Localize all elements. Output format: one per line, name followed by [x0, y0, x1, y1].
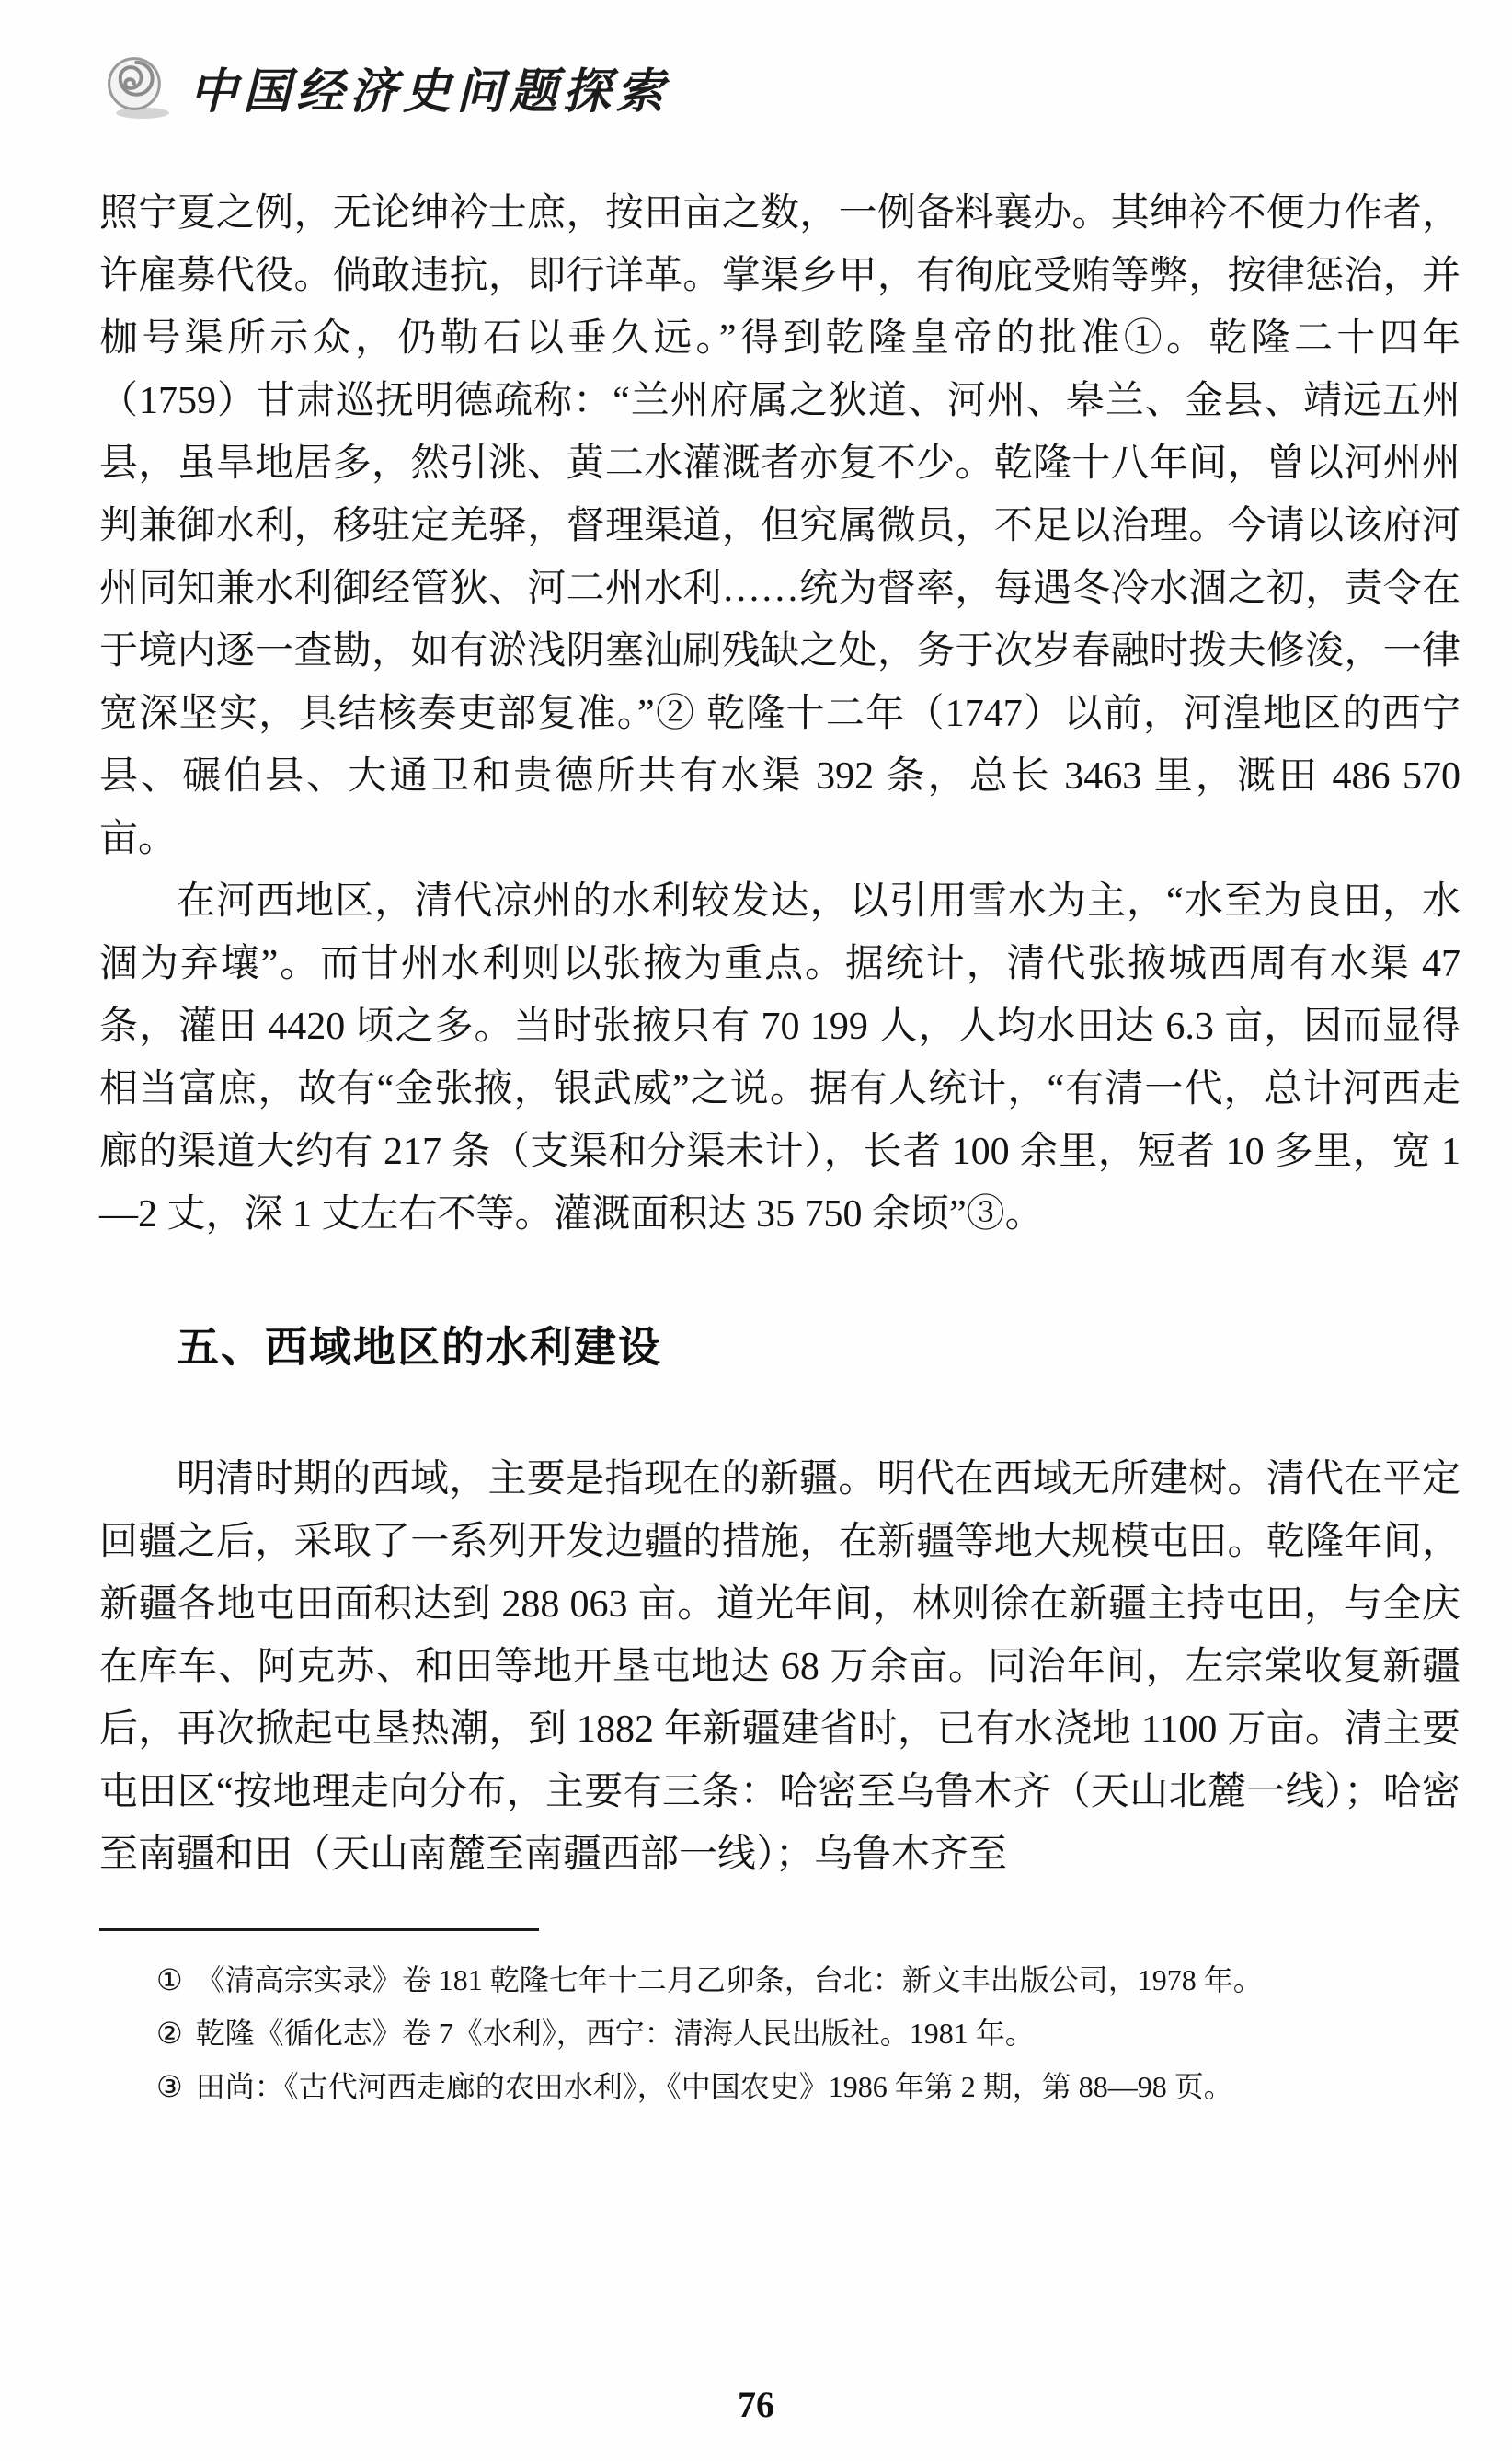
page-body: [99, 182, 1460, 1886]
footnote-1: [156, 1955, 1460, 2005]
paragraph-western-region: 明清时期的西域，主要是指现在的新疆。明代在西域无所建树。清代在平定回疆之后，采取了一系列开发边疆的措施，在新疆等地大规模屯田。乾隆年间，新疆各地屯田面积达到 288 063 亩。道光年间，林则徐在新疆主持屯田，与全庆在库车、阿克苏、和田等地开垦屯地达 68 万余亩。同治年间，左宗棠收复新疆后，再次掀起屯垦热潮，到 1882 年新疆建省时，已有水浇地 1100 万亩。清主要屯田区“按地理走向分布，主要有三条：哈密至乌鲁木齐（天山北麓一线）；哈密至南疆和田（天山南麓至南疆西部一线）；乌鲁木齐至: [99, 1458, 1460, 1876]
footnote-2-marker: ②: [156, 2017, 183, 2050]
footnote-list: [99, 1955, 1460, 2111]
footnote-3-text: 田尚：《古代河西走廊的农田水利》，《中国农史》1986 年第 2 期，第 88—98 页。: [195, 2070, 1233, 2103]
footnote-3: [156, 2062, 1460, 2111]
footnote-3-marker: ③: [156, 2070, 183, 2103]
spiral-shell-icon: [99, 49, 175, 124]
page-header: [99, 42, 1460, 131]
page-number: 76: [738, 2384, 774, 2425]
paragraph-continuation: 照宁夏之例，无论绅衿士庶，按田亩之数，一例备料襄办。其绅衿不便力作者，许雇募代役。倘敢违抗，即行详革。掌渠乡甲，有徇庇受贿等弊，按律惩治，并枷号渠所示众，仍勒石以垂久远。”得到乾隆皇帝的批准①。乾隆二十四年（1759）甘肃巡抚明德疏称：“兰州府属之狄道、河州、皋兰、金县、靖远五州县，虽旱地居多，然引洮、黄二水灌溉者亦复不少。乾隆十八年间，曾以河州州判兼御水利，移驻定羌驿，督理渠道，但究属微员，不足以治理。今请以该府河州同知兼水利御经管狄、河二州水利……统为督率，每遇冬冷水涸之初，责令在于境内逐一查勘，如有淤浅阴塞汕刷残缺之处，务于次岁春融时拨夫修浚，一律宽深坚实，具结核奏吏部复准。”② 乾隆十二年（1747）以前，河湟地区的西宁县、碾伯县、大通卫和贵德所共有水渠 392 条，总长 3463 里，溉田 486 570 亩。: [99, 192, 1460, 860]
footnote-divider: [99, 1928, 539, 1931]
footnote-2: [156, 2008, 1460, 2058]
footnote-1-marker: ①: [156, 1963, 183, 1996]
footnotes-section: [99, 1928, 1460, 2111]
section-heading: 五、西域地区的水利建设: [177, 1323, 662, 1371]
footnote-1-text: 《清高宗实录》卷 181 乾隆七年十二月乙卯条，台北：新文丰出版公司，1978 年。: [195, 1963, 1263, 1996]
paragraph-hexi-region: 在河西地区，清代凉州的水利较发达，以引用雪水为主，“水至为良田，水涸为弃壤”。而甘州水利则以张掖为重点。据统计，清代张掖城西周有水渠 47 条，灌田 4420 顷之多。当时张掖只有 70 199 人，人均水田达 6.3 亩，因而显得相当富庶，故有“金张掖，银武威”之说。据有人统计，“有清一代，总计河西走廊的渠道大约有 217 条（支渠和分渠未计），长者 100 余里，短者 10 多里，宽 1—2 丈，深 1 丈左右不等。灌溉面积达 35 750 余顷”③。: [99, 880, 1460, 1236]
book-title: 中国经济史问题探索: [189, 65, 670, 119]
footnote-2-text: 乾隆《循化志》卷 7《水利》，西宁：清海人民出版社。1981 年。: [195, 2017, 1035, 2050]
